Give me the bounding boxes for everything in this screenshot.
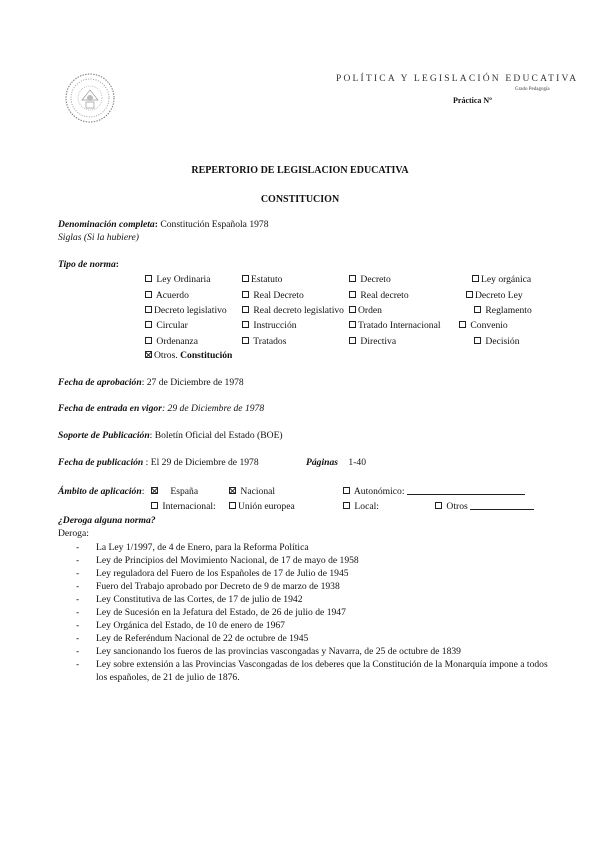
checkbox-icon[interactable] [474,306,481,313]
option-otros-constitucion[interactable]: Otros. Constitución [145,350,232,361]
checkbox-icon[interactable] [242,275,249,282]
checked-checkbox-icon[interactable] [151,487,158,494]
ambito-internacional[interactable]: Internacional: [151,501,216,512]
ambito-label-row: Ámbito de aplicación: [58,486,145,497]
checkbox-icon[interactable] [145,275,152,282]
option-real-decreto[interactable]: Real Decreto [242,290,304,301]
fecha-aprobacion-row: Fecha de aprobación: 27 de Diciembre de 1978 [58,377,244,388]
option-decision[interactable]: Decisión [474,336,520,347]
list-item: - Ley reguladora del Fuero de los Españoles de 17 de Julio de 1945 [58,567,548,580]
option-ley-ordinaria[interactable]: Ley Ordinaria [145,274,210,285]
ambito-otros[interactable]: Otros [435,501,534,512]
deroga-label: Deroga: [58,528,89,539]
list-item: - Ley de Referéndum Nacional de 22 de octubre de 1945 [58,632,548,645]
option-decreto[interactable]: Decreto [349,274,391,285]
checkbox-icon[interactable] [472,275,479,282]
option-decreto-legislativo[interactable]: Decreto legislativo [145,305,227,316]
denominacion-label: Denominación completa [58,219,155,230]
checkbox-icon[interactable] [349,306,356,313]
option-ley-organica[interactable]: Ley orgánica [472,274,531,285]
checkbox-icon[interactable] [242,337,249,344]
option-convenio[interactable]: Convenio [459,320,508,331]
university-seal-logo [64,72,116,124]
checked-checkbox-icon[interactable] [229,487,236,494]
checkbox-icon[interactable] [466,291,473,298]
option-circular[interactable]: Circular [145,320,188,331]
denominacion-sep: : [154,219,158,230]
checkbox-icon[interactable] [151,502,158,509]
siglas-label: Siglas (Si la hubiere) [58,232,139,243]
list-item: - Ley sancionando los fueros de las provincias vascongadas y Navarra, de 25 de octubre de 1839 [58,645,548,658]
list-item: - Ley Constitutiva de las Cortes, de 17 de julio de 1942 [58,593,548,606]
ambito-nacional[interactable]: Nacional [229,486,275,497]
checkbox-icon[interactable] [242,306,249,313]
tipo-norma-label: Tipo de norma [58,259,116,270]
option-tratado-internacional[interactable]: Tratado Internacional [349,320,441,331]
list-item: - Ley Orgánica del Estado, de 10 de enero de 1967 [58,619,548,632]
course-subtitle: Grado Pedagogía [515,87,550,92]
checkbox-icon[interactable] [145,306,152,313]
deroga-list [58,541,548,684]
checkbox-icon[interactable] [349,321,356,328]
practice-number: Práctica Nº [453,96,492,105]
checked-checkbox-icon[interactable] [145,351,152,358]
tipo-norma-row: Tipo de norma: [58,259,119,270]
checkbox-icon[interactable] [474,337,481,344]
checkbox-icon[interactable] [145,291,152,298]
ambito-union-europea[interactable]: Unión europea [229,501,295,512]
list-item: - La Ley 1/1997, de 4 de Enero, para la Reforma Política [58,541,548,554]
checkbox-icon[interactable] [349,337,356,344]
checkbox-icon[interactable] [435,502,442,509]
checkbox-icon[interactable] [145,337,152,344]
option-instruccion[interactable]: Instrucción [242,320,297,331]
option-decreto-ley[interactable]: Decreto Ley [466,290,523,301]
option-orden[interactable]: Orden [349,305,382,316]
ambito-espana[interactable]: España [151,486,198,497]
paginas-row: Páginas 1-40 [306,457,366,468]
fecha-vigor-row: Fecha de entrada en vigor: 29 de Diciembre de 1978 [58,403,265,414]
checkbox-icon[interactable] [343,502,350,509]
checkbox-icon[interactable] [242,291,249,298]
fecha-publicacion-row: Fecha de publicación : El 29 de Diciembre de 1978 [58,457,259,468]
checkbox-icon[interactable] [242,321,249,328]
checkbox-icon[interactable] [459,321,466,328]
checkbox-icon[interactable] [145,321,152,328]
list-item: - Ley de Principios del Movimiento Nacional, de 17 de mayo de 1958 [58,554,548,567]
deroga-question: ¿Deroga alguna norma? [58,515,156,526]
option-tratados[interactable]: Tratados [242,336,286,347]
list-item: - Fuero del Trabajo aprobado por Decreto de 9 de marzo de 1938 [58,580,548,593]
course-title: POLÍTICA Y LEGISLACIÓN EDUCATIVA [336,74,579,84]
otros-value: Constitución [180,350,233,361]
ambito-local[interactable]: Local: [343,501,379,512]
checkbox-icon[interactable] [349,291,356,298]
list-item: - Ley de Sucesión en la Jefatura del Estado, de 26 de julio de 1947 [58,606,548,619]
option-estatuto[interactable]: Estatuto [242,274,282,285]
document-subheading: CONSTITUCION [260,194,340,205]
denominacion-row [58,219,269,230]
checkbox-icon[interactable] [229,502,236,509]
checkbox-icon[interactable] [343,487,350,494]
soporte-row: Soporte de Publicación: Boletín Oficial del Estado (BOE) [58,430,283,441]
option-reglamento[interactable]: Reglamento [474,305,532,316]
option-real-decreto-legislativo[interactable]: Real decreto legislativo [242,305,344,316]
denominacion-value: Constitución Española 1978 [157,219,269,230]
option-acuerdo[interactable]: Acuerdo [145,290,189,301]
option-directiva[interactable]: Directiva [349,336,396,347]
list-item: - Ley sobre extensión a las Provincias Vascongadas de los deberes que la Constitución de la Monarquía impone a todos los españoles, de 21 de julio de 1876. [58,658,548,684]
document-heading: REPERTORIO DE LEGISLACION EDUCATIVA [191,165,409,176]
option-real-decreto-lower[interactable]: Real decreto [349,290,409,301]
ambito-autonomico[interactable]: Autonómico: [343,486,525,497]
checkbox-icon[interactable] [349,275,356,282]
option-ordenanza[interactable]: Ordenanza [145,336,198,347]
